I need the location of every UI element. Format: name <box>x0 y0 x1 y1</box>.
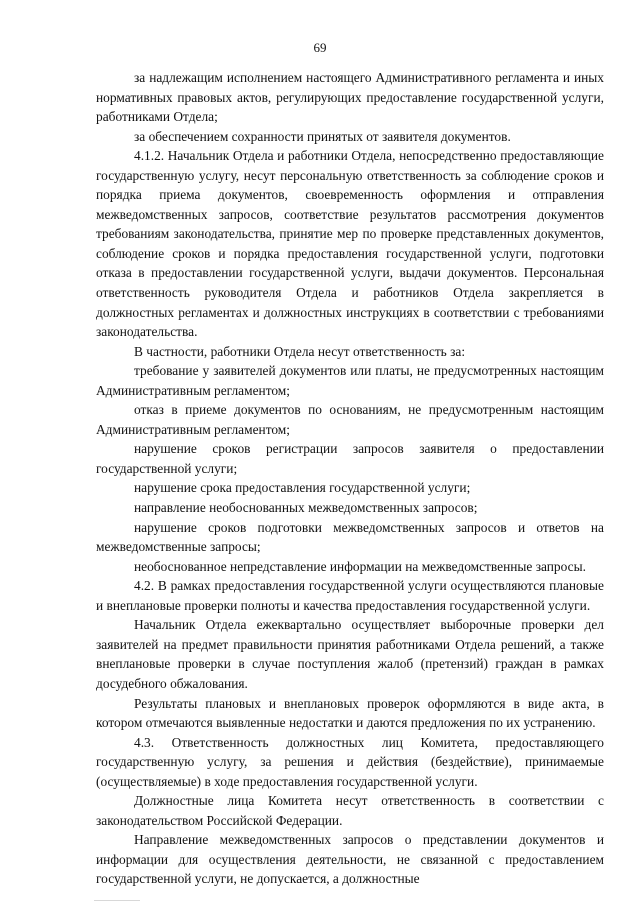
paragraph: требование у заявителей документов или платы, не предусмотренных настоящим Административным регламентом; <box>96 363 604 398</box>
paragraph: В частности, работники Отдела несут ответственность за: <box>134 343 466 359</box>
paragraph: отказ в приеме документов по основаниям, не предусмотренным настоящим Административным регламентом; <box>96 402 604 437</box>
paragraph: необоснованное непредставление информации на межведомственные запросы. <box>134 558 586 574</box>
paragraph: 4.1.2. Начальник Отдела и работники Отдела, непосредственно предоставляющие государственную услугу, несут персональную ответственность за соблюдение сроков и порядка приема документов, своевременность оформления и отправления межведомственных запросов, соответствие результатов рассмотрения документов требованиям законодательства, принятие мер по проверке представленных документов, соблюдение сроков и порядка предоставления государственной услуги, подготовки отказа в предоставлении государственной услуги, выдачи документов. Персональная ответственность руководителя Отдела и работников Отдела закрепляется в должностных регламентах и должностных инструкциях в соответствии с требованиями законодательства. <box>96 148 604 340</box>
paragraph: нарушение сроков регистрации запросов заявителя о предоставлении государственной услуги; <box>96 441 604 476</box>
paragraph: Начальник Отдела ежеквартально осуществляет выборочные проверки дел заявителей на предмет правильности принятия работниками Отдела решений, а также внеплановые проверки в случае поступления жалоб (претензий) граждан в рамках досудебного обжалования. <box>96 617 604 691</box>
paragraph: Должностные лица Комитета несут ответственность в соответствии с законодательством Российской Федерации. <box>96 793 604 828</box>
document-body <box>96 68 604 889</box>
paragraph: 4.2. В рамках предоставления государственной услуги осуществляются плановые и внеплановые проверки полноты и качества предоставления государственной услуги. <box>96 578 604 613</box>
paragraph: Направление межведомственных запросов о представлении документов и информации для осуществления деятельности, не связанной с предоставлением государственной услуги, не допускается, а должностные <box>96 832 604 887</box>
paragraph: Результаты плановых и внеплановых проверок оформляются в виде акта, в котором отмечаются выявленные недостатки и даются предложения по их устранению. <box>96 695 604 731</box>
paragraph: за обеспечением сохранности принятых от заявителя документов. <box>134 128 511 144</box>
paragraph: нарушение сроков подготовки межведомственных запросов и ответов на межведомственные запросы; <box>96 519 604 555</box>
paragraph: направление необоснованных межведомственных запросов; <box>134 500 478 516</box>
paragraph: нарушение срока предоставления государственной услуги; <box>134 480 471 496</box>
paragraph: за надлежащим исполнением настоящего Административного регламента и иных нормативных правовых актов, регулирующих предоставление государственной услуги, работниками Отдела; <box>96 70 604 125</box>
scan-edge-mark <box>94 900 140 901</box>
paragraph: 4.3. Ответственность должностных лиц Комитета, предоставляющего государственную услугу, за решения и действия (бездействие), принимаемые (осуществляемые) в ходе предоставления государственной услуги. <box>96 734 604 789</box>
page-number: 69 <box>313 40 327 55</box>
